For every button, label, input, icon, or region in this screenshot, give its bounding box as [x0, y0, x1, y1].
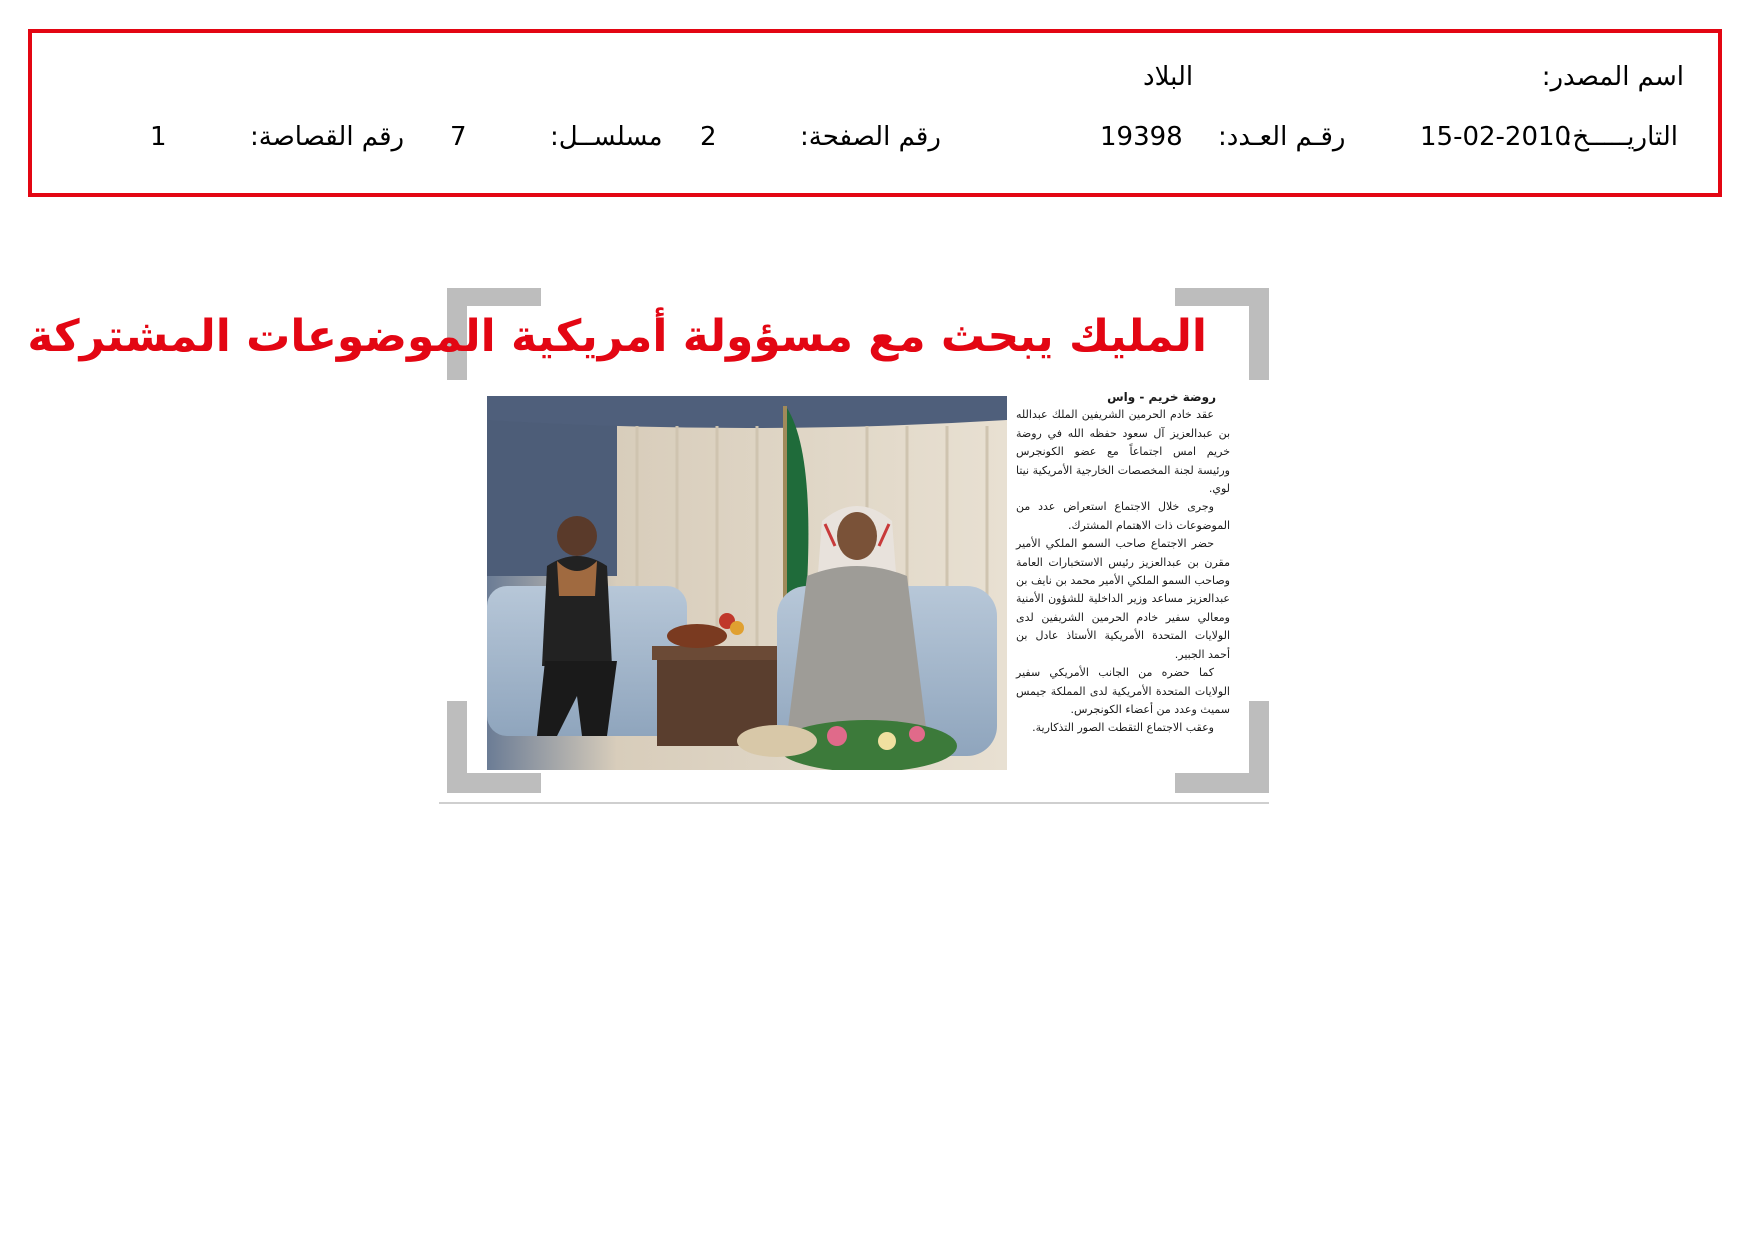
clip-label: رقم القصاصة:: [250, 122, 405, 152]
clipping-bottom-rule: [439, 802, 1269, 804]
source-label: اسم المصدر:: [1541, 62, 1684, 92]
article-paragraph: عقد خادم الحرمين الشريفين الملك عبدالله بن عبدالعزيز آل سعود حفظه الله في روضة خريم امس اجتماعاً مع عضو الكونجرس ورئيسة لجنة المخصصات الخارجية الأمريكية نيتا لوي.: [1016, 408, 1230, 496]
article-paragraph: كما حضره من الجانب الأمريكي سفير الولايات المتحدة الأمريكية لدى المملكة جيمس سميث وعدد من أعضاء الكونجرس.: [1016, 666, 1230, 716]
issue-value: 19398: [1100, 122, 1183, 152]
article-headline: المليك يبحث مع مسؤولة أمريكية الموضوعات المشتركة: [27, 311, 1207, 362]
meeting-photo-icon: [487, 396, 1007, 770]
metadata-frame: [28, 29, 1722, 197]
source-value: البلاد: [1143, 62, 1194, 92]
article-byline: روضة خريم - واس: [1107, 390, 1216, 404]
corner-bracket-bottom-right-vertical: [1249, 701, 1269, 793]
corner-bracket-top-right-vertical: [1249, 288, 1269, 380]
date-label: التاريـــــخ:: [1563, 122, 1678, 152]
article-clipping: [27, 288, 1269, 793]
serial-value: 7: [450, 122, 467, 152]
date-value: 15-02-2010: [1420, 122, 1572, 152]
serial-label: مسلســل:: [550, 122, 663, 152]
page-label: رقم الصفحة:: [800, 122, 941, 152]
article-body: [1016, 388, 1230, 738]
corner-bracket-bottom-left-vertical: [447, 701, 467, 793]
article-paragraph: وعقب الاجتماع التقطت الصور التذكارية.: [1032, 721, 1214, 735]
article-paragraph: وجرى خلال الاجتماع استعراض عدد من الموضوعات ذات الاهتمام المشترك.: [1016, 500, 1230, 532]
clip-value: 1: [150, 122, 167, 152]
issue-label: رقـم العـدد:: [1218, 122, 1346, 152]
page-value: 2: [700, 122, 717, 152]
article-paragraph: حضر الاجتماع صاحب السمو الملكي الأمير مقرن بن عبدالعزيز رئيس الاستخبارات العامة وصاحب السمو الملكي الأمير محمد بن نايف بن عبدالعزيز مساعد وزير الداخلية للشؤون الأمنية ومعالي سفير خادم الحرمين الشريفين لدى الولايات المتحدة الأمريكية الأستاذ عادل بن أحمد الجبير.: [1016, 537, 1230, 661]
